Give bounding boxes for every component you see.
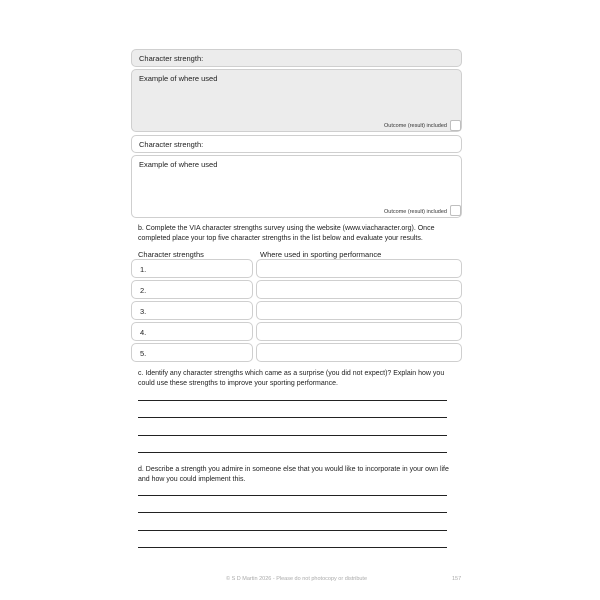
- row-number: 2.: [140, 286, 147, 295]
- outcome-label: Outcome (result) included: [384, 209, 447, 215]
- col-header-where-used: Where used in sporting performance: [260, 250, 382, 259]
- section-c-question: c. Identify any character strengths which came as a surprise (you did not expect)? Explain how you could use these strengths to improve your sporting performance.: [138, 370, 445, 387]
- answer-line-c-1[interactable]: [138, 400, 447, 401]
- page-number: 157: [452, 576, 462, 582]
- where-used-row-4[interactable]: [256, 322, 462, 341]
- col-header-strengths: Character strengths: [138, 250, 204, 259]
- outcome-label: Outcome (result) included: [384, 123, 447, 129]
- strength-field-2[interactable]: [131, 135, 462, 153]
- section-d-question: d. Describe a strength you admire in someone else that you would like to incorporate in your own life and how you could implement this.: [138, 466, 449, 483]
- example-label: Example of where used: [139, 74, 218, 83]
- row-number: 1.: [140, 265, 147, 274]
- strength-label: Character strength:: [139, 140, 204, 149]
- row-number: 4.: [140, 328, 147, 337]
- outcome-checkbox-2[interactable]: [450, 205, 461, 216]
- answer-line-c-3[interactable]: [138, 435, 447, 436]
- row-number: 5.: [140, 349, 147, 358]
- strength-row-2[interactable]: [131, 280, 253, 299]
- row-number: 3.: [140, 307, 147, 316]
- where-used-row-3[interactable]: [256, 301, 462, 320]
- answer-line-d-2[interactable]: [138, 512, 447, 513]
- section-b-instruction: b. Complete the VIA character strengths survey using the website (www.viacharacter.org). Once completed place your top five character strengths in the list below and evaluate your results.: [138, 225, 435, 242]
- answer-line-c-4[interactable]: [138, 452, 447, 453]
- where-used-row-1[interactable]: [256, 259, 462, 278]
- strength-field-1[interactable]: [131, 49, 462, 67]
- example-label: Example of where used: [139, 160, 218, 169]
- strength-row-1[interactable]: [131, 259, 253, 278]
- answer-line-d-3[interactable]: [138, 530, 447, 531]
- strength-label: Character strength:: [139, 54, 204, 63]
- strength-row-3[interactable]: [131, 301, 253, 320]
- answer-line-d-1[interactable]: [138, 495, 447, 496]
- strength-row-5[interactable]: [131, 343, 253, 362]
- where-used-row-2[interactable]: [256, 280, 462, 299]
- answer-line-d-4[interactable]: [138, 547, 447, 548]
- answer-line-c-2[interactable]: [138, 417, 447, 418]
- where-used-row-5[interactable]: [256, 343, 462, 362]
- outcome-checkbox-1[interactable]: [450, 120, 461, 131]
- footer-copyright: © S D Martin 2026 - Please do not photocopy or distribute: [226, 576, 368, 582]
- strength-row-4[interactable]: [131, 322, 253, 341]
